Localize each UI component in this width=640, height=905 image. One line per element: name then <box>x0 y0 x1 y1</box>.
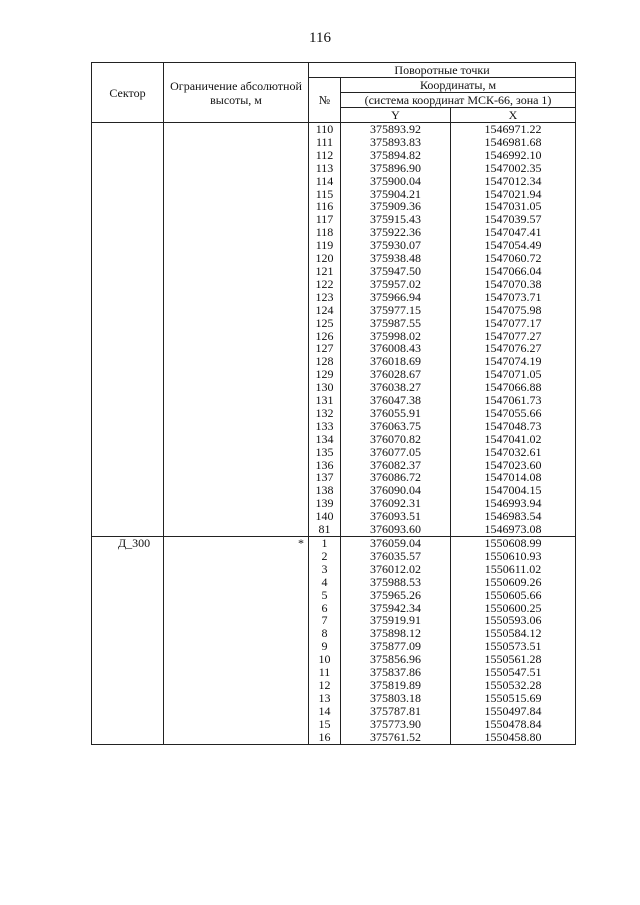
y-coordinate-cell: 375987.55 <box>341 317 451 330</box>
y-coordinate-cell: 375773.90 <box>341 718 451 731</box>
y-coordinate-cell: 376055.91 <box>341 407 451 420</box>
sector-cell-empty <box>92 718 164 731</box>
altitude-limit-cell-empty <box>164 563 309 576</box>
sector-cell-empty <box>92 679 164 692</box>
y-coordinate-cell: 376047.38 <box>341 394 451 407</box>
x-coordinate-cell: 1547055.66 <box>451 407 576 420</box>
altitude-limit-cell-empty <box>164 576 309 589</box>
sector-cell-empty <box>92 731 164 744</box>
altitude-limit-cell-empty <box>164 602 309 615</box>
x-coordinate-cell: 1550610.93 <box>451 550 576 563</box>
altitude-limit-cell-empty <box>164 459 309 472</box>
altitude-limit-cell-empty <box>164 627 309 640</box>
y-coordinate-cell: 376093.51 <box>341 510 451 523</box>
table-row <box>92 718 576 731</box>
x-coordinate-cell: 1550605.66 <box>451 589 576 602</box>
x-coordinate-cell: 1547077.27 <box>451 330 576 343</box>
x-coordinate-cell: 1550600.25 <box>451 602 576 615</box>
header-coordinates: Координаты, м <box>341 78 576 93</box>
altitude-limit-cell-empty <box>164 330 309 343</box>
x-coordinate-cell: 1547076.27 <box>451 342 576 355</box>
y-coordinate-cell: 375877.09 <box>341 640 451 653</box>
point-number-cell: 8 <box>309 627 341 640</box>
altitude-limit-cell-empty <box>164 692 309 705</box>
sector-cell-empty <box>92 239 164 252</box>
x-coordinate-cell: 1547060.72 <box>451 252 576 265</box>
altitude-limit-cell-empty <box>164 433 309 446</box>
altitude-limit-cell-empty <box>164 666 309 679</box>
altitude-limit-cell-empty <box>164 291 309 304</box>
altitude-limit-cell-empty <box>164 471 309 484</box>
y-coordinate-cell: 375894.82 <box>341 149 451 162</box>
sector-cell-empty <box>92 510 164 523</box>
sector-cell-empty <box>92 200 164 213</box>
altitude-limit-cell-empty <box>164 679 309 692</box>
x-coordinate-cell: 1546981.68 <box>451 136 576 149</box>
y-coordinate-cell: 375977.15 <box>341 304 451 317</box>
point-number-cell: 10 <box>309 653 341 666</box>
y-coordinate-cell: 376028.67 <box>341 368 451 381</box>
y-coordinate-cell: 376090.04 <box>341 484 451 497</box>
sector-cell-empty <box>92 471 164 484</box>
sector-cell-empty <box>92 213 164 226</box>
table-row <box>92 523 576 536</box>
point-number-cell: 140 <box>309 510 341 523</box>
sector-cell-empty <box>92 692 164 705</box>
altitude-limit-cell-empty <box>164 136 309 149</box>
point-number-cell: 13 <box>309 692 341 705</box>
altitude-limit-cell-empty <box>164 523 309 536</box>
sector-cell-empty <box>92 433 164 446</box>
point-number-cell: 1 <box>309 537 341 550</box>
y-coordinate-cell: 375930.07 <box>341 239 451 252</box>
y-coordinate-cell: 376063.75 <box>341 420 451 433</box>
header-coordinate-system: (система координат МСК-66, зона 1) <box>341 93 576 108</box>
table-row <box>92 679 576 692</box>
altitude-limit-cell-empty <box>164 368 309 381</box>
sector-cell-empty <box>92 278 164 291</box>
x-coordinate-cell: 1547066.04 <box>451 265 576 278</box>
sector-cell: Д_300 <box>92 537 164 550</box>
table-row <box>92 537 576 550</box>
altitude-limit-cell-empty <box>164 265 309 278</box>
altitude-limit-cell-empty <box>164 718 309 731</box>
table-body <box>92 123 576 745</box>
table-row <box>92 175 576 188</box>
x-coordinate-cell: 1547054.49 <box>451 239 576 252</box>
altitude-limit-cell-empty <box>164 731 309 744</box>
y-coordinate-cell: 376092.31 <box>341 497 451 510</box>
point-number-cell: 132 <box>309 407 341 420</box>
point-number-cell: 5 <box>309 589 341 602</box>
point-number-cell: 128 <box>309 355 341 368</box>
y-coordinate-cell: 375957.02 <box>341 278 451 291</box>
x-coordinate-cell: 1550593.06 <box>451 614 576 627</box>
table-row <box>92 563 576 576</box>
y-coordinate-cell: 376038.27 <box>341 381 451 394</box>
y-coordinate-cell: 375893.83 <box>341 136 451 149</box>
x-coordinate-cell: 1547031.05 <box>451 200 576 213</box>
table-row <box>92 136 576 149</box>
point-number-cell: 129 <box>309 368 341 381</box>
sector-cell-empty <box>92 446 164 459</box>
sector-cell-empty <box>92 705 164 718</box>
table-row <box>92 446 576 459</box>
y-coordinate-cell: 376077.05 <box>341 446 451 459</box>
sector-cell-empty <box>92 162 164 175</box>
altitude-limit-cell-empty <box>164 640 309 653</box>
x-coordinate-cell: 1547014.08 <box>451 471 576 484</box>
point-number-cell: 135 <box>309 446 341 459</box>
x-coordinate-cell: 1550547.51 <box>451 666 576 679</box>
x-coordinate-cell: 1547048.73 <box>451 420 576 433</box>
altitude-limit-cell-empty <box>164 278 309 291</box>
point-number-cell: 119 <box>309 239 341 252</box>
altitude-limit-cell-empty <box>164 420 309 433</box>
table-row <box>92 433 576 446</box>
sector-cell-empty <box>92 175 164 188</box>
x-coordinate-cell: 1550609.26 <box>451 576 576 589</box>
altitude-limit-cell-empty <box>164 497 309 510</box>
point-number-cell: 14 <box>309 705 341 718</box>
table-row <box>92 550 576 563</box>
y-coordinate-cell: 375909.36 <box>341 200 451 213</box>
altitude-limit-cell-empty <box>164 510 309 523</box>
point-number-cell: 127 <box>309 342 341 355</box>
sector-cell-empty <box>92 614 164 627</box>
table-row <box>92 731 576 744</box>
table-row <box>92 278 576 291</box>
x-coordinate-cell: 1547047.41 <box>451 226 576 239</box>
table-row <box>92 420 576 433</box>
sector-cell-empty <box>92 666 164 679</box>
point-number-cell: 125 <box>309 317 341 330</box>
sector-cell-empty <box>92 523 164 536</box>
page-number: 116 <box>309 30 331 46</box>
point-number-cell: 81 <box>309 523 341 536</box>
y-coordinate-cell: 376059.04 <box>341 537 451 550</box>
x-coordinate-cell: 1550532.28 <box>451 679 576 692</box>
sector-cell-empty <box>92 226 164 239</box>
altitude-limit-cell-empty <box>164 213 309 226</box>
header-x: X <box>451 108 576 123</box>
x-coordinate-cell: 1547004.15 <box>451 484 576 497</box>
point-number-cell: 15 <box>309 718 341 731</box>
altitude-limit-cell-empty <box>164 317 309 330</box>
point-number-cell: 111 <box>309 136 341 149</box>
point-number-cell: 11 <box>309 666 341 679</box>
x-coordinate-cell: 1547070.38 <box>451 278 576 291</box>
y-coordinate-cell: 376035.57 <box>341 550 451 563</box>
x-coordinate-cell: 1547071.05 <box>451 368 576 381</box>
x-coordinate-cell: 1547021.94 <box>451 188 576 201</box>
point-number-cell: 122 <box>309 278 341 291</box>
altitude-limit-cell-empty <box>164 614 309 627</box>
sector-cell-empty <box>92 640 164 653</box>
point-number-cell: 124 <box>309 304 341 317</box>
point-number-cell: 9 <box>309 640 341 653</box>
sector-cell-empty <box>92 252 164 265</box>
altitude-limit-cell-empty <box>164 394 309 407</box>
table-row <box>92 589 576 602</box>
table-row <box>92 317 576 330</box>
table-row <box>92 407 576 420</box>
point-number-cell: 121 <box>309 265 341 278</box>
point-number-cell: 12 <box>309 679 341 692</box>
altitude-limit-cell-empty <box>164 252 309 265</box>
y-coordinate-cell: 375947.50 <box>341 265 451 278</box>
y-coordinate-cell: 375761.52 <box>341 731 451 744</box>
sector-cell-empty <box>92 407 164 420</box>
x-coordinate-cell: 1550515.69 <box>451 692 576 705</box>
sector-cell-empty <box>92 589 164 602</box>
table-row <box>92 394 576 407</box>
y-coordinate-cell: 375998.02 <box>341 330 451 343</box>
y-coordinate-cell: 376008.43 <box>341 342 451 355</box>
sector-cell-empty <box>92 420 164 433</box>
sector-cell-empty <box>92 563 164 576</box>
y-coordinate-cell: 375938.48 <box>341 252 451 265</box>
y-coordinate-cell: 375966.94 <box>341 291 451 304</box>
point-number-cell: 139 <box>309 497 341 510</box>
y-coordinate-cell: 375900.04 <box>341 175 451 188</box>
x-coordinate-cell: 1547066.88 <box>451 381 576 394</box>
altitude-limit-cell-empty <box>164 304 309 317</box>
point-number-cell: 123 <box>309 291 341 304</box>
header-y: Y <box>341 108 451 123</box>
altitude-limit-cell-empty <box>164 188 309 201</box>
point-number-cell: 131 <box>309 394 341 407</box>
header-sector: Сектор <box>92 63 164 123</box>
point-number-cell: 130 <box>309 381 341 394</box>
x-coordinate-cell: 1546993.94 <box>451 497 576 510</box>
y-coordinate-cell: 376012.02 <box>341 563 451 576</box>
point-number-cell: 6 <box>309 602 341 615</box>
point-number-cell: 16 <box>309 731 341 744</box>
x-coordinate-cell: 1547061.73 <box>451 394 576 407</box>
point-number-cell: 110 <box>309 123 341 136</box>
point-number-cell: 117 <box>309 213 341 226</box>
x-coordinate-cell: 1550497.84 <box>451 705 576 718</box>
point-number-cell: 3 <box>309 563 341 576</box>
x-coordinate-cell: 1546973.08 <box>451 523 576 536</box>
point-number-cell: 116 <box>309 200 341 213</box>
x-coordinate-cell: 1547077.17 <box>451 317 576 330</box>
point-number-cell: 134 <box>309 433 341 446</box>
point-number-cell: 4 <box>309 576 341 589</box>
table-header <box>92 63 576 123</box>
x-coordinate-cell: 1550611.02 <box>451 563 576 576</box>
header-number: № <box>309 78 341 123</box>
altitude-limit-cell-empty <box>164 355 309 368</box>
x-coordinate-cell: 1547023.60 <box>451 459 576 472</box>
altitude-limit-cell-empty <box>164 550 309 563</box>
sector-cell-empty <box>92 653 164 666</box>
point-number-cell: 7 <box>309 614 341 627</box>
altitude-limit-cell-empty <box>164 342 309 355</box>
sector-cell-empty <box>92 550 164 563</box>
point-number-cell: 118 <box>309 226 341 239</box>
altitude-limit-cell-empty <box>164 175 309 188</box>
x-coordinate-cell: 1550458.80 <box>451 731 576 744</box>
x-coordinate-cell: 1547002.35 <box>451 162 576 175</box>
altitude-limit-cell-empty <box>164 162 309 175</box>
sector-cell-empty <box>92 149 164 162</box>
table-row <box>92 304 576 317</box>
sector-cell-empty <box>92 188 164 201</box>
x-coordinate-cell: 1547032.61 <box>451 446 576 459</box>
sector-cell-empty <box>92 304 164 317</box>
sector-cell-empty <box>92 602 164 615</box>
y-coordinate-cell: 376070.82 <box>341 433 451 446</box>
y-coordinate-cell: 376018.69 <box>341 355 451 368</box>
table-row <box>92 291 576 304</box>
sector-cell-empty <box>92 136 164 149</box>
point-number-cell: 126 <box>309 330 341 343</box>
point-number-cell: 115 <box>309 188 341 201</box>
altitude-limit-cell-empty <box>164 589 309 602</box>
sector-cell-empty <box>92 497 164 510</box>
y-coordinate-cell: 375856.96 <box>341 653 451 666</box>
point-number-cell: 114 <box>309 175 341 188</box>
sector-cell-empty <box>92 291 164 304</box>
sector-cell-empty <box>92 342 164 355</box>
point-number-cell: 138 <box>309 484 341 497</box>
x-coordinate-cell: 1547073.71 <box>451 291 576 304</box>
table-row <box>92 265 576 278</box>
table-row <box>92 123 576 136</box>
y-coordinate-cell: 375898.12 <box>341 627 451 640</box>
coordinates-table <box>91 62 576 745</box>
sector-cell-empty <box>92 576 164 589</box>
y-coordinate-cell: 375893.92 <box>341 123 451 136</box>
altitude-limit-cell: * <box>164 537 309 550</box>
sector-cell <box>92 123 164 136</box>
altitude-limit-cell-empty <box>164 653 309 666</box>
sector-cell-empty <box>92 627 164 640</box>
y-coordinate-cell: 375904.21 <box>341 188 451 201</box>
sector-cell-empty <box>92 265 164 278</box>
table-row <box>92 692 576 705</box>
altitude-limit-cell-empty <box>164 226 309 239</box>
y-coordinate-cell: 375915.43 <box>341 213 451 226</box>
sector-cell-empty <box>92 394 164 407</box>
y-coordinate-cell: 375896.90 <box>341 162 451 175</box>
altitude-limit-cell-empty <box>164 149 309 162</box>
sector-cell-empty <box>92 484 164 497</box>
sector-cell-empty <box>92 459 164 472</box>
x-coordinate-cell: 1550584.12 <box>451 627 576 640</box>
x-coordinate-cell: 1547075.98 <box>451 304 576 317</box>
y-coordinate-cell: 376093.60 <box>341 523 451 536</box>
point-number-cell: 133 <box>309 420 341 433</box>
point-number-cell: 120 <box>309 252 341 265</box>
altitude-limit-cell-empty <box>164 446 309 459</box>
y-coordinate-cell: 375988.53 <box>341 576 451 589</box>
point-number-cell: 137 <box>309 471 341 484</box>
x-coordinate-cell: 1547041.02 <box>451 433 576 446</box>
altitude-limit-cell-empty <box>164 200 309 213</box>
y-coordinate-cell: 375837.86 <box>341 666 451 679</box>
y-coordinate-cell: 375803.18 <box>341 692 451 705</box>
x-coordinate-cell: 1547012.34 <box>451 175 576 188</box>
header-altitude-limit: Ограничение абсолютной высоты, м <box>164 63 309 123</box>
table-row <box>92 705 576 718</box>
sector-cell-empty <box>92 330 164 343</box>
y-coordinate-cell: 375919.91 <box>341 614 451 627</box>
x-coordinate-cell: 1547039.57 <box>451 213 576 226</box>
altitude-limit-cell <box>164 123 309 136</box>
sector-cell-empty <box>92 368 164 381</box>
sector-cell-empty <box>92 317 164 330</box>
altitude-limit-cell-empty <box>164 705 309 718</box>
altitude-limit-cell-empty <box>164 239 309 252</box>
y-coordinate-cell: 376082.37 <box>341 459 451 472</box>
table-row <box>92 162 576 175</box>
x-coordinate-cell: 1546983.54 <box>451 510 576 523</box>
table-row <box>92 576 576 589</box>
altitude-limit-cell-empty <box>164 407 309 420</box>
x-coordinate-cell: 1550561.28 <box>451 653 576 666</box>
point-number-cell: 2 <box>309 550 341 563</box>
y-coordinate-cell: 375922.36 <box>341 226 451 239</box>
altitude-limit-cell-empty <box>164 484 309 497</box>
x-coordinate-cell: 1550608.99 <box>451 537 576 550</box>
y-coordinate-cell: 375942.34 <box>341 602 451 615</box>
x-coordinate-cell: 1550478.84 <box>451 718 576 731</box>
y-coordinate-cell: 375787.81 <box>341 705 451 718</box>
sector-cell-empty <box>92 355 164 368</box>
x-coordinate-cell: 1546992.10 <box>451 149 576 162</box>
header-turning-points: Поворотные точки <box>309 63 576 78</box>
altitude-limit-cell-empty <box>164 381 309 394</box>
x-coordinate-cell: 1546971.22 <box>451 123 576 136</box>
point-number-cell: 113 <box>309 162 341 175</box>
table-row <box>92 149 576 162</box>
y-coordinate-cell: 376086.72 <box>341 471 451 484</box>
y-coordinate-cell: 375819.89 <box>341 679 451 692</box>
x-coordinate-cell: 1550573.51 <box>451 640 576 653</box>
point-number-cell: 112 <box>309 149 341 162</box>
sector-cell-empty <box>92 381 164 394</box>
y-coordinate-cell: 375965.26 <box>341 589 451 602</box>
x-coordinate-cell: 1547074.19 <box>451 355 576 368</box>
point-number-cell: 136 <box>309 459 341 472</box>
